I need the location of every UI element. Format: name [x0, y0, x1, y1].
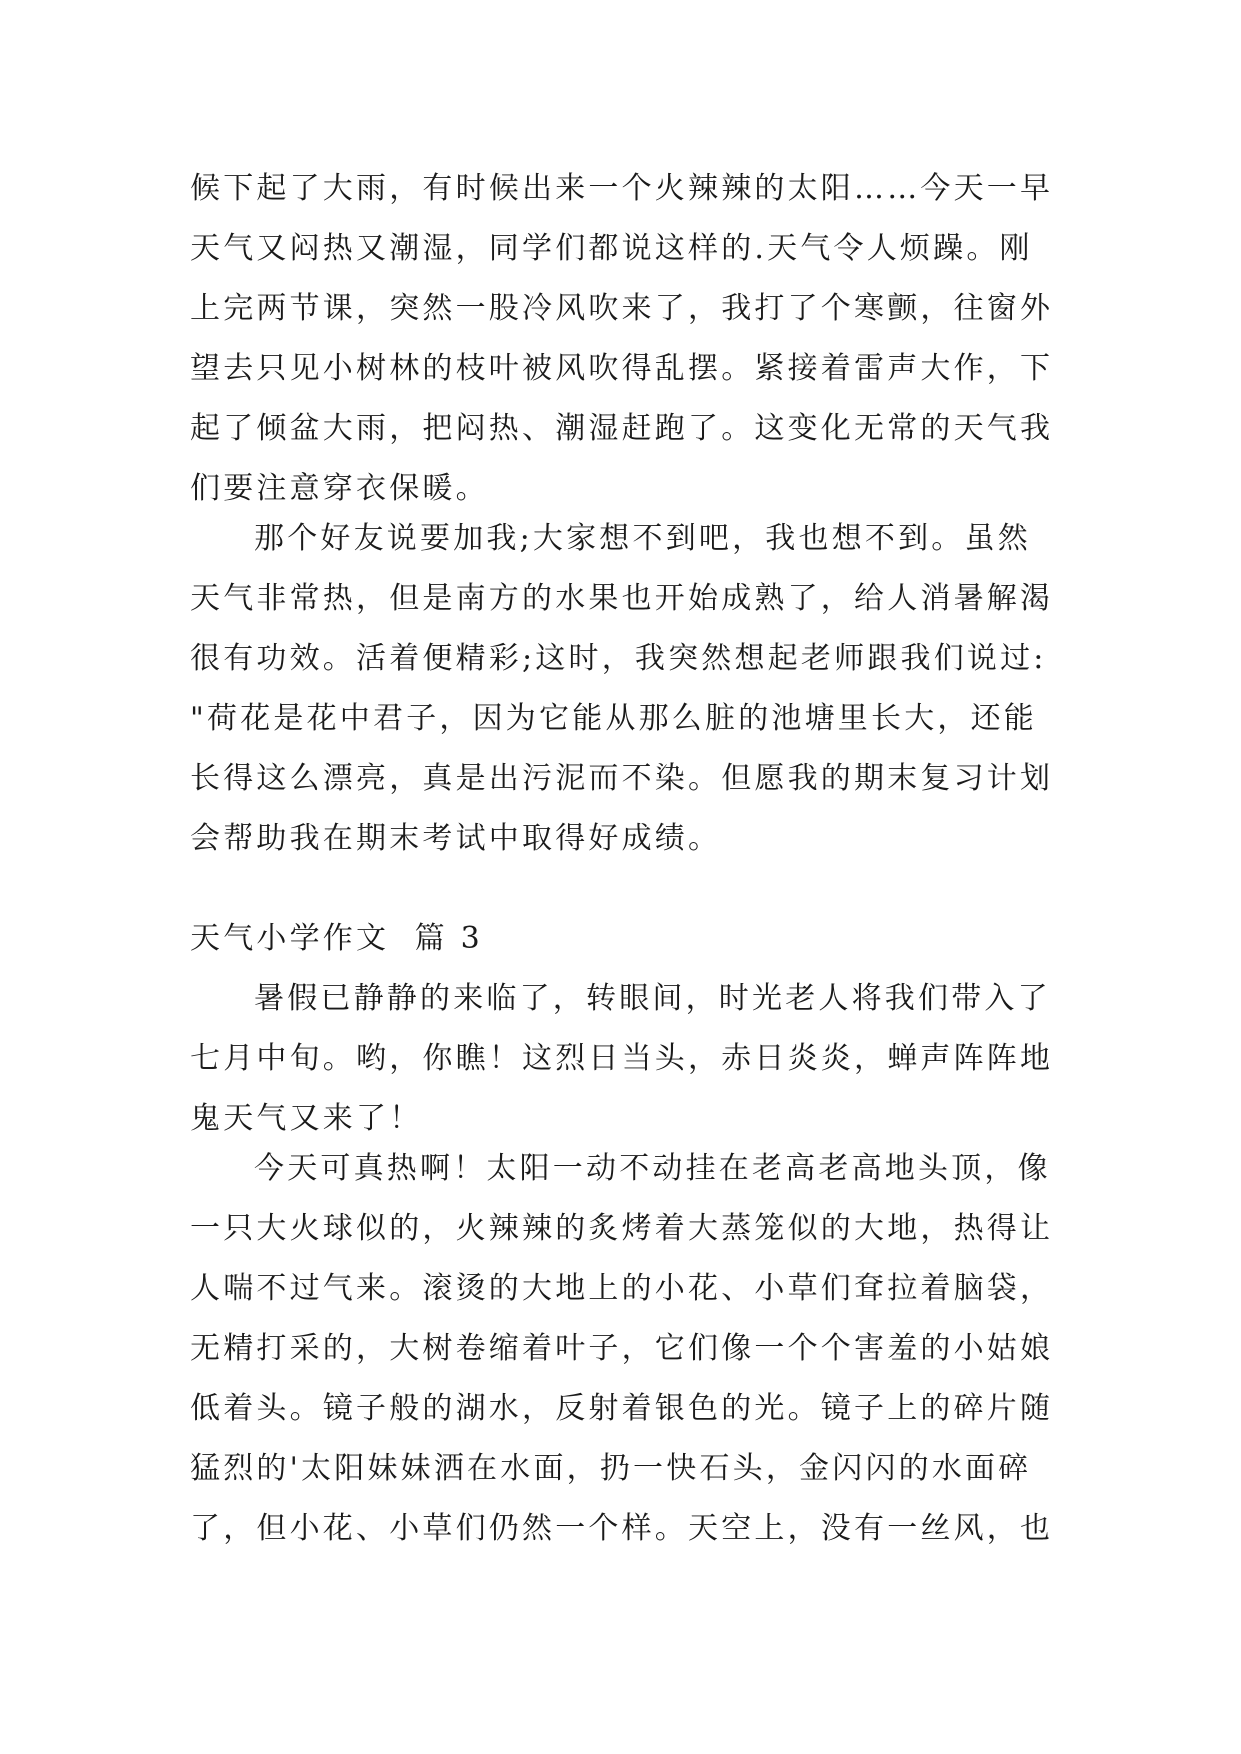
text-line-indented: 暑假已静静的来临了，转眼间，时光老人将我们带入了 — [254, 981, 1051, 1016]
section-heading — [190, 909, 1050, 969]
text-line: 天气非常热，但是南方的水果也开始成熟了，给人消暑解渴 — [190, 581, 1054, 616]
text-line: 们要注意穿衣保暖。 — [190, 471, 489, 506]
text-line: 望去只见小树林的枝叶被风吹得乱摆。紧接着雷声大作，下 — [190, 351, 1054, 386]
text-line: 鬼天气又来了！ — [190, 1101, 423, 1136]
text-line: 很有功效。活着便精彩;这时，我突然想起老师跟我们说过: — [190, 641, 1047, 676]
text-line: 起了倾盆大雨，把闷热、潮湿赶跑了。这变化无常的天气我 — [190, 411, 1054, 446]
text-line: 会帮助我在期末考试中取得好成绩。 — [190, 821, 722, 856]
text-line: 长得这么漂亮，真是出污泥而不染。但愿我的期末复习计划 — [190, 761, 1054, 796]
text-line: 七月中旬。哟，你瞧！这烈日当头，赤日炎炎，蝉声阵阵地 — [190, 1041, 1054, 1076]
text-line: 无精打采的，大树卷缩着叶子，它们像一个个害羞的小姑娘 — [190, 1331, 1054, 1366]
section-heading-text: 天气小学作文 篇 3 — [190, 921, 483, 956]
text-line: 猛烈的'太阳妹妹洒在水面，扔一快石头，金闪闪的水面碎 — [190, 1451, 1032, 1486]
text-line-indented: 今天可真热啊！太阳一动不动挂在老高老高地头顶，像 — [254, 1151, 1051, 1186]
text-line: 一只大火球似的，火辣辣的炙烤着大蒸笼似的大地，热得让 — [190, 1211, 1054, 1246]
paragraph — [190, 509, 1054, 869]
text-line: 天气又闷热又潮湿，同学们都说这样的.天气令人烦躁。刚 — [190, 231, 1033, 266]
text-line: "荷花是花中君子，因为它能从那么脏的池塘里长大，还能 — [190, 701, 1037, 736]
paragraph — [190, 969, 1054, 1149]
paragraph — [190, 1139, 1054, 1559]
text-line-indented: 那个好友说要加我;大家想不到吧，我也想不到。虽然 — [254, 521, 1031, 556]
paragraph-continued — [190, 159, 1054, 519]
text-line: 了，但小花、小草们仍然一个样。天空上，没有一丝风，也 — [190, 1511, 1054, 1546]
text-line: 人喘不过气来。滚烫的大地上的小花、小草们耷拉着脑袋， — [190, 1271, 1054, 1306]
text-line: 上完两节课，突然一股冷风吹来了，我打了个寒颤，往窗外 — [190, 291, 1054, 326]
text-line: 候下起了大雨，有时候出来一个火辣辣的太阳……今天一早 — [190, 171, 1054, 206]
text-line: 低着头。镜子般的湖水，反射着银色的光。镜子上的碎片随 — [190, 1391, 1054, 1426]
